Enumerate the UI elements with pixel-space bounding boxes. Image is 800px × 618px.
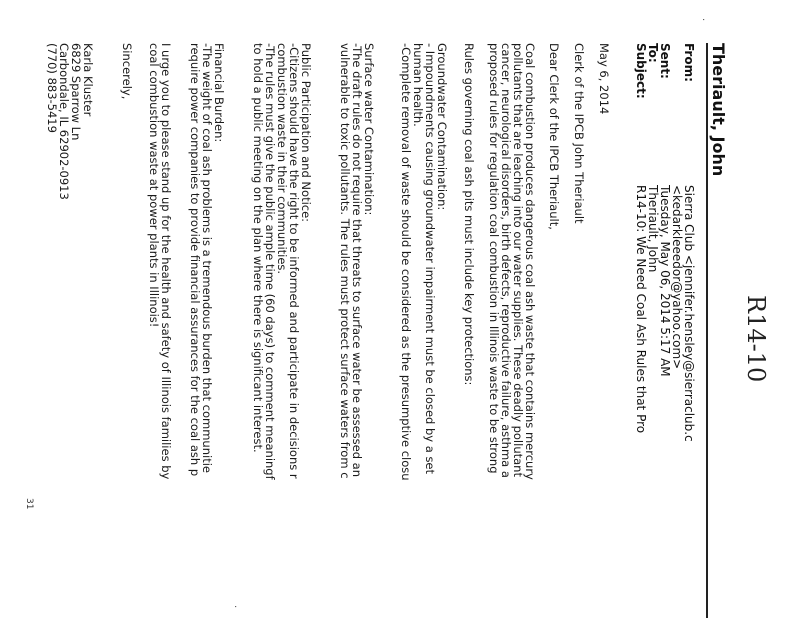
subject-label: Subject: (634, 43, 648, 99)
text-line: vulnerable to toxic pollutants. The rules must protect surface waters from c (338, 43, 352, 479)
section-heading: Financial Burden: (212, 43, 226, 143)
text-line: I urge you to please stand up for the health and safety of Illinois families by (159, 43, 173, 480)
sender-name-heading: Theriault, John (709, 43, 728, 177)
text-line: coal combustion waste at power plants in Illinois! (147, 43, 161, 328)
from-email-value: <kedarkleeedor@yahoo.com> (670, 185, 684, 370)
salutation: Dear Clerk of the IPCB Theriault, (547, 43, 561, 230)
surface-water-section (339, 43, 375, 479)
rules-line: Rules governing coal ash pits must include key protections: (462, 43, 476, 386)
text-line: cancer, neurological disorders, birth defects, reproductive failure, asthma a (499, 43, 513, 478)
text-line: -The weight of coal ash problems is a tremendous burden that communitie (200, 43, 214, 473)
signer-name: Karla Kluster (81, 43, 95, 117)
signer-phone: (770) 883-5419 (45, 43, 59, 133)
intro-paragraph (488, 43, 536, 480)
text-line: Coal combustion produces dangerous coal ash waste that contains mercury (523, 43, 537, 480)
text-line: combustion waste in their communities. (275, 43, 289, 275)
header-rule (706, 43, 708, 618)
signer-city: Carbondale, IL 62902-0913 (57, 43, 71, 200)
signer-street: 6829 Sparrow Ln (69, 43, 83, 141)
signoff: Sincerely, (120, 43, 134, 100)
text-line: pollutants that are leaching into our water supplies. These deadly pollutant (511, 43, 525, 477)
letter-date: May 6, 2014 (597, 43, 611, 115)
section-heading: Surface water Contamination: (362, 43, 376, 216)
to-label: To: (646, 43, 660, 63)
sent-label: Sent: (658, 43, 672, 79)
section-heading: Groundwater Contamination: (435, 43, 449, 211)
signature-block (46, 43, 94, 200)
text-line: to hold a public meeting on the plan where there is significant interest. (251, 43, 265, 453)
sent-value: Tuesday, May 06, 2014 5:17 AM (658, 185, 672, 377)
public-participation-section (252, 43, 312, 480)
subject-value: R14-10: We Need Coal Ash Rules that Pro (634, 185, 648, 434)
groundwater-section (400, 43, 448, 481)
to-value: Theriault, John (646, 185, 660, 273)
from-value: Sierra Club <jennifer.hensley@sierraclub.c (682, 185, 696, 442)
recipient-line: Clerk of the IPCB John Theriault (572, 43, 586, 224)
financial-burden-section (189, 43, 225, 476)
text-line: -Complete removal of waste should be considered as the presumptive closu (399, 43, 413, 481)
text-line: proposed rules for regulation coal combustion in Illinois waste to be strong (487, 43, 501, 474)
from-label: From: (682, 43, 696, 82)
text-line: -Citizens should have the right to be informed and participate in decisions r (287, 43, 301, 479)
text-line: require power companies to provide financial assurances for the coal ash p (188, 43, 202, 477)
docket-code: R14-10 (742, 295, 770, 383)
section-heading: Public Participation and Notice: (299, 43, 313, 223)
text-line: human health. (411, 43, 425, 127)
page-number: 31 (24, 498, 34, 510)
scan-speck: · (697, 18, 708, 22)
closing-paragraph (148, 43, 172, 479)
text-line: -The rules must give the public ample time (60 days) to comment meaningf (263, 43, 277, 480)
text-line: -The draft rules do not require that threats to surface water be assessed an (350, 43, 364, 478)
text-line: - Impoundments causing groundwater impairment must be closed by a set (423, 43, 437, 475)
scan-speck: · (229, 605, 240, 609)
